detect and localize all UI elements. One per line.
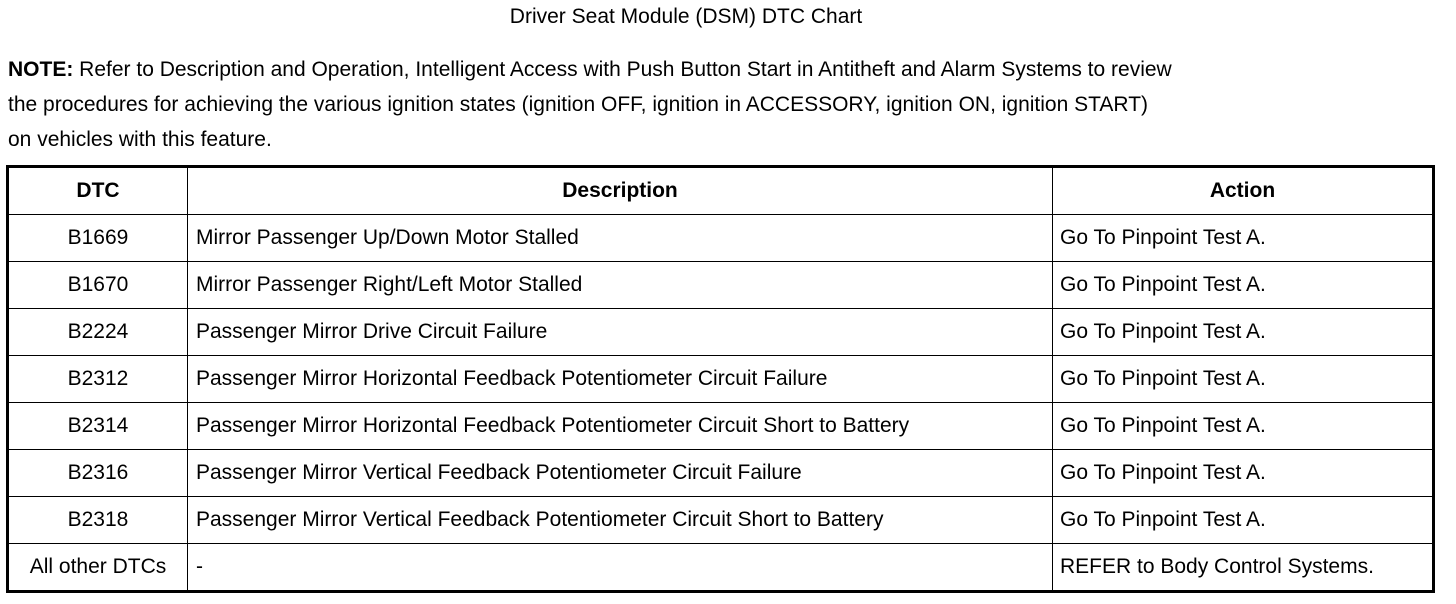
description-cell: Passenger Mirror Drive Circuit Failure <box>188 309 1053 356</box>
table-row <box>8 356 1434 403</box>
table-row <box>8 403 1434 450</box>
dtc-table <box>6 165 1435 593</box>
action-cell: Go To Pinpoint Test A. <box>1053 309 1434 356</box>
table-row <box>8 309 1434 356</box>
dtc-code-cell: B2314 <box>8 403 188 450</box>
action-cell: Go To Pinpoint Test A. <box>1053 497 1434 544</box>
table-header-row <box>8 167 1434 215</box>
dtc-code-cell: B1669 <box>8 215 188 262</box>
note-text-1: Refer to Description and Operation, Intelligent Access with Push Button Start in Antitheft and Alarm Systems to review <box>79 58 1172 81</box>
table-row <box>8 215 1434 262</box>
action-cell: Go To Pinpoint Test A. <box>1053 450 1434 497</box>
dtc-code-cell: B2312 <box>8 356 188 403</box>
note-line-2: the procedures for achieving the various ignition states (ignition OFF, ignition in ACCESSORY, ignition ON, ignition START) <box>8 93 1149 116</box>
table-row <box>8 262 1434 309</box>
description-cell: Mirror Passenger Right/Left Motor Stalled <box>188 262 1053 309</box>
table-row <box>8 544 1434 592</box>
dtc-code-cell: B2318 <box>8 497 188 544</box>
note-line-3: on vehicles with this feature. <box>8 128 272 151</box>
dtc-code-cell: B2316 <box>8 450 188 497</box>
note-label: NOTE: <box>8 58 74 81</box>
dtc-code-cell: B2224 <box>8 309 188 356</box>
description-cell: Passenger Mirror Horizontal Feedback Potentiometer Circuit Failure <box>188 356 1053 403</box>
description-cell: - <box>188 544 1053 592</box>
header-action: Action <box>1053 167 1434 215</box>
header-dtc: DTC <box>8 167 188 215</box>
page-title: Driver Seat Module (DSM) DTC Chart <box>509 5 863 28</box>
table-row <box>8 450 1434 497</box>
description-cell: Passenger Mirror Vertical Feedback Potentiometer Circuit Failure <box>188 450 1053 497</box>
action-cell: REFER to Body Control Systems. <box>1053 544 1434 592</box>
table-row <box>8 497 1434 544</box>
dtc-code-cell: All other DTCs <box>8 544 188 592</box>
action-cell: Go To Pinpoint Test A. <box>1053 356 1434 403</box>
action-cell: Go To Pinpoint Test A. <box>1053 262 1434 309</box>
dtc-code-cell: B1670 <box>8 262 188 309</box>
description-cell: Passenger Mirror Horizontal Feedback Potentiometer Circuit Short to Battery <box>188 403 1053 450</box>
action-cell: Go To Pinpoint Test A. <box>1053 403 1434 450</box>
description-cell: Passenger Mirror Vertical Feedback Potentiometer Circuit Short to Battery <box>188 497 1053 544</box>
description-cell: Mirror Passenger Up/Down Motor Stalled <box>188 215 1053 262</box>
note-line-1 <box>8 52 1433 87</box>
header-description: Description <box>188 167 1053 215</box>
note-paragraph <box>8 52 1433 157</box>
action-cell: Go To Pinpoint Test A. <box>1053 215 1434 262</box>
